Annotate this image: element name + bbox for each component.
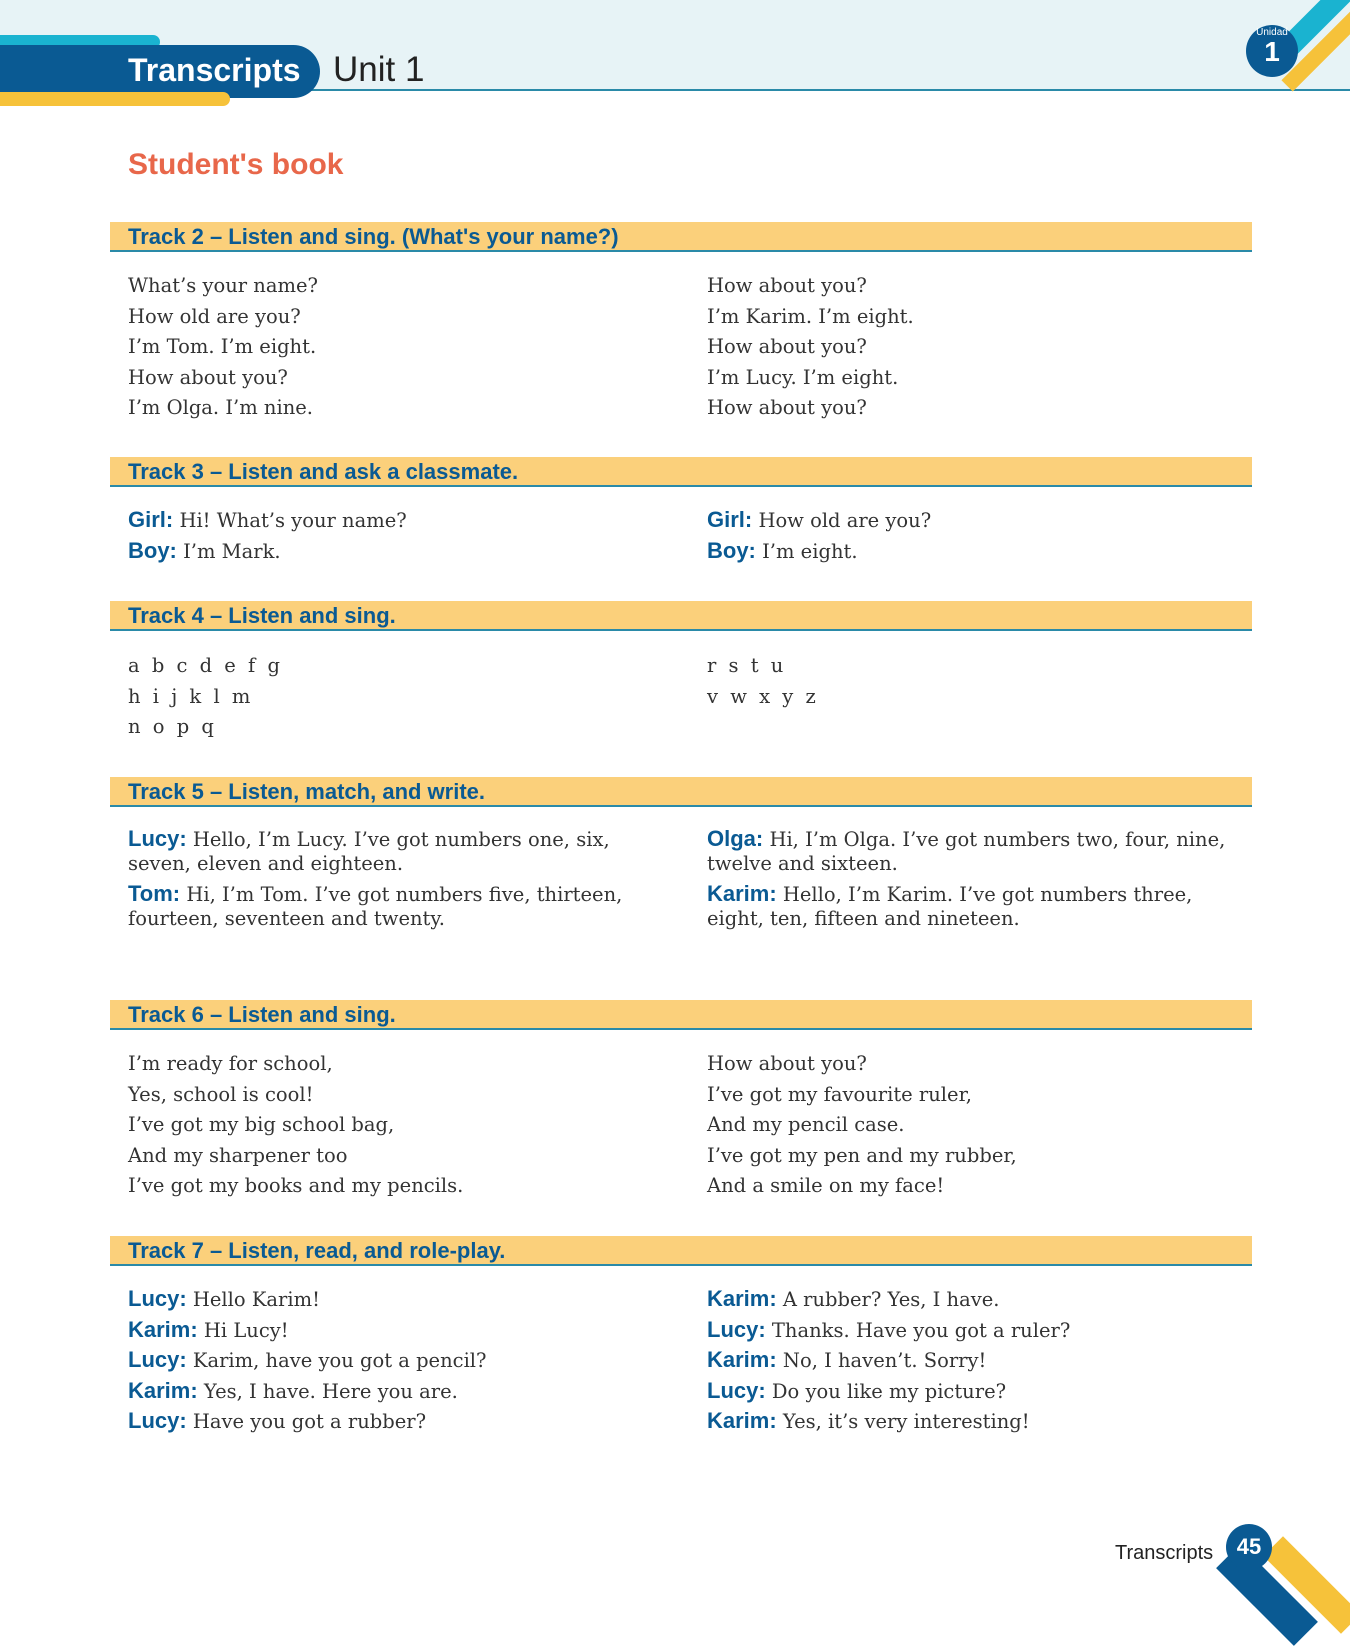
speaker-name: Lucy: xyxy=(128,1286,187,1311)
track-right-column xyxy=(707,827,1252,937)
dialogue-text: Hi! What’s your name? xyxy=(179,509,407,532)
speaker-name: Lucy: xyxy=(128,1347,187,1372)
speaker-name: Karim: xyxy=(707,1347,777,1372)
header-rule xyxy=(300,89,1350,91)
track-title: Track 7 – Listen, read, and role-play. xyxy=(128,1238,506,1263)
dialogue-line xyxy=(707,536,1252,567)
alphabet-line: a b c d e f g xyxy=(128,654,283,677)
lyric-line: How old are you? xyxy=(128,304,301,328)
footer-label: Transcripts xyxy=(1115,1542,1214,1564)
dialogue-text: Hello Karim! xyxy=(192,1288,320,1311)
speaker-name: Boy: xyxy=(128,537,177,563)
track-title: Track 6 – Listen and sing. xyxy=(128,1002,396,1027)
dialogue-text: I’m eight. xyxy=(762,539,858,563)
dialogue-line xyxy=(128,1345,688,1376)
lyric-line: I’m ready for school, xyxy=(128,1052,333,1075)
dialogue-paragraph xyxy=(707,882,1252,931)
speaker-name: Karim: xyxy=(128,1316,198,1342)
dialogue-line xyxy=(707,505,1252,536)
page-number: 45 xyxy=(1236,1534,1262,1559)
dialogue-text: Hello, I’m Karim. I’ve got numbers three, eight, ten, fifteen and nineteen. xyxy=(707,883,1193,930)
track-right-column xyxy=(707,1284,1252,1437)
track-header xyxy=(110,1236,1252,1266)
lyric-line: What’s your name? xyxy=(128,274,318,297)
dialogue-text: Have you got a rubber? xyxy=(192,1410,427,1433)
track-header xyxy=(110,457,1252,487)
dialogue-line xyxy=(128,1376,688,1407)
lyric-line: How about you? xyxy=(707,274,867,297)
lyric-line: I’m Karim. I’m eight. xyxy=(707,304,914,328)
lyric-line: And my pencil case. xyxy=(707,1113,905,1136)
dialogue-paragraph xyxy=(128,882,678,931)
track-title: Track 4 – Listen and sing. xyxy=(128,603,396,628)
track-header xyxy=(110,1000,1252,1030)
dialogue-text: Karim, have you got a pencil? xyxy=(192,1349,487,1372)
unit-title: Unit 1 xyxy=(333,50,425,89)
dialogue-line xyxy=(128,1315,688,1346)
unit-badge-label: Unidad xyxy=(1256,27,1288,38)
track-right-column xyxy=(707,651,1252,712)
lyric-line: I’ve got my pen and my rubber, xyxy=(707,1143,1017,1167)
lyric-line: I’m Lucy. I’m eight. xyxy=(707,365,899,389)
dialogue-text: Yes, I have. Here you are. xyxy=(203,1379,458,1403)
speaker-name: Girl: xyxy=(128,507,174,532)
dialogue-line xyxy=(707,1284,1252,1315)
track-left-column xyxy=(128,271,688,424)
lyric-line: And my sharpener too xyxy=(128,1143,348,1167)
track-right-column xyxy=(707,1049,1252,1202)
track-right-column xyxy=(707,271,1252,424)
dialogue-text: Hi, I’m Tom. I’ve got numbers five, thirteen, fourteen, seventeen and twenty. xyxy=(128,883,623,930)
alphabet-line: n o p q xyxy=(128,715,217,738)
dialogue-line xyxy=(128,505,688,536)
dialogue-text: Hi, I’m Olga. I’ve got numbers two, four, nine, twelve and sixteen. xyxy=(707,828,1226,875)
dialogue-line xyxy=(128,1284,688,1315)
lyric-line: I’ve got my books and my pencils. xyxy=(128,1174,464,1197)
speaker-name: Boy: xyxy=(707,537,756,563)
speaker-name: Lucy: xyxy=(707,1377,766,1403)
dialogue-text: Hello, I’m Lucy. I’ve got numbers one, six, seven, eleven and eighteen. xyxy=(128,828,610,875)
lyric-line: I’ve got my big school bag, xyxy=(128,1113,395,1136)
lyric-line: How about you? xyxy=(128,365,288,389)
track-left-column xyxy=(128,1284,688,1437)
dialogue-text: I’m Mark. xyxy=(183,539,281,563)
dialogue-text: Yes, it’s very interesting! xyxy=(782,1410,1030,1433)
dialogue-text: Do you like my picture? xyxy=(771,1379,1007,1403)
track-title: Track 2 – Listen and sing. (What's your name?) xyxy=(128,224,619,249)
dialogue-text: No, I haven’t. Sorry! xyxy=(782,1349,987,1372)
speaker-name: Karim: xyxy=(707,1408,777,1433)
speaker-name: Olga: xyxy=(707,826,764,851)
dialogue-line xyxy=(707,1315,1252,1346)
lyric-line: I’ve got my favourite ruler, xyxy=(707,1082,972,1106)
track-left-column xyxy=(128,651,688,743)
lyric-line: Yes, school is cool! xyxy=(128,1082,314,1106)
dialogue-paragraph xyxy=(707,827,1252,876)
lyric-line: How about you? xyxy=(707,396,867,419)
dialogue-text: Thanks. Have you got a ruler? xyxy=(771,1318,1071,1342)
speaker-name: Tom: xyxy=(128,881,181,906)
lyric-line: How about you? xyxy=(707,335,867,358)
track-title: Track 5 – Listen, match, and write. xyxy=(128,779,486,804)
speaker-name: Lucy: xyxy=(128,826,187,851)
track-left-column xyxy=(128,1049,688,1202)
dialogue-line xyxy=(707,1345,1252,1376)
dialogue-line xyxy=(128,536,688,567)
track-left-column xyxy=(128,505,688,566)
header-tab-title: Transcripts xyxy=(128,52,301,88)
alphabet-line: v w x y z xyxy=(707,684,819,708)
dialogue-text: Hi Lucy! xyxy=(203,1318,289,1342)
dialogue-text: How old are you? xyxy=(758,509,932,532)
speaker-name: Karim: xyxy=(707,1286,777,1311)
dialogue-line xyxy=(707,1406,1252,1437)
header-tab-accent-yellow xyxy=(0,92,230,106)
dialogue-paragraph xyxy=(128,827,678,876)
dialogue-line xyxy=(707,1376,1252,1407)
track-left-column xyxy=(128,827,678,937)
speaker-name: Girl: xyxy=(707,507,753,532)
dialogue-text: A rubber? Yes, I have. xyxy=(782,1288,1000,1311)
section-title: Student's book xyxy=(128,148,344,181)
track-header xyxy=(110,222,1252,252)
speaker-name: Karim: xyxy=(707,881,777,906)
lyric-line: I’m Olga. I’m nine. xyxy=(128,396,314,419)
lyric-line: How about you? xyxy=(707,1052,867,1075)
lyric-line: And a smile on my face! xyxy=(707,1174,945,1197)
alphabet-line: r s t u xyxy=(707,654,787,677)
track-title: Track 3 – Listen and ask a classmate. xyxy=(128,459,519,484)
speaker-name: Lucy: xyxy=(128,1408,187,1433)
track-header xyxy=(110,601,1252,631)
lyric-line: I’m Tom. I’m eight. xyxy=(128,335,317,358)
speaker-name: Lucy: xyxy=(707,1316,766,1342)
speaker-name: Karim: xyxy=(128,1377,198,1403)
dialogue-line xyxy=(128,1406,688,1437)
alphabet-line: h i j k l m xyxy=(128,684,254,708)
track-header xyxy=(110,777,1252,807)
track-right-column xyxy=(707,505,1252,566)
unit-badge-number: 1 xyxy=(1264,36,1280,67)
